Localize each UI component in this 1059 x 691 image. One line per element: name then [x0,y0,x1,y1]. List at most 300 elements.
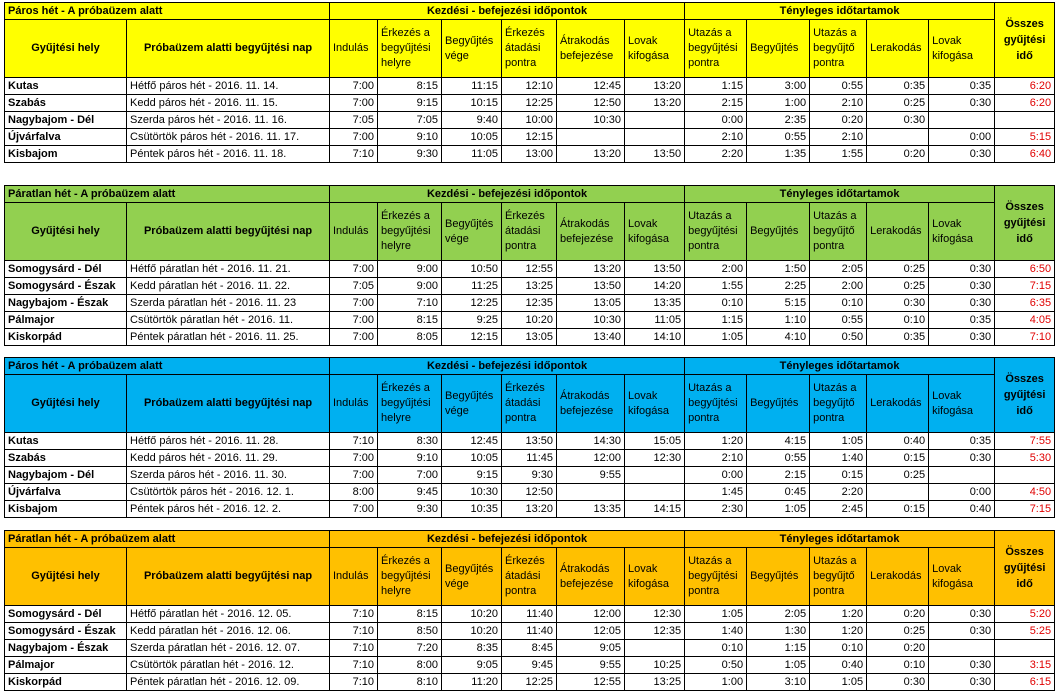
table-cell [929,467,995,484]
table-cell: 13:20 [625,95,685,112]
total-cell: 4:05 [995,312,1055,329]
table-cell: 1:15 [747,640,810,657]
column-header: Lovak kifogása [929,203,995,261]
table-cell: 1:50 [747,261,810,278]
table-cell: 12:50 [557,95,625,112]
table-cell: 9:05 [442,657,502,674]
table-cell: 0:15 [810,467,867,484]
table-cell: 10:35 [442,501,502,518]
column-header: Begyűjtés vége [442,375,502,433]
table-cell: 2:20 [685,146,747,163]
column-header: Érkezés átadási pontra [502,375,557,433]
table-cell: 13:35 [557,501,625,518]
table-cell: 10:20 [502,312,557,329]
table-cell: 12:00 [557,450,625,467]
table-cell: 0:30 [929,329,995,346]
table-cell: 8:05 [378,329,442,346]
column-header: Utazás a begyűjtési pontra [685,203,747,261]
table-cell: 7:00 [330,450,378,467]
table-cell: 0:15 [867,450,929,467]
day-cell: Kedd páros hét - 2016. 11. 15. [127,95,330,112]
table-cell: 0:00 [929,484,995,501]
table-cell: 15:05 [625,433,685,450]
table-cell: 7:00 [330,129,378,146]
table-cell: 0:30 [929,657,995,674]
table-cell: 7:00 [330,261,378,278]
table-cell: 9:00 [378,278,442,295]
table-cell: 10:50 [442,261,502,278]
table-cell: 14:30 [557,433,625,450]
table-cell: 0:35 [929,433,995,450]
table-cell: 10:30 [557,312,625,329]
table-cell: 0:10 [685,295,747,312]
table-cell [625,467,685,484]
table-cell: 0:10 [867,657,929,674]
table-cell: 0:25 [867,623,929,640]
table-cell: 2:25 [747,278,810,295]
table-cell [929,640,995,657]
table-cell: 0:00 [929,129,995,146]
location-header: Gyűjtési hely [5,548,127,606]
column-header: Lerakodás [867,375,929,433]
table-row [5,484,1055,501]
column-header: Begyűjtés vége [442,20,502,78]
table-cell: 7:10 [330,640,378,657]
table-cell: 12:10 [502,78,557,95]
table-cell: 1:00 [747,95,810,112]
table-cell: 3:00 [747,78,810,95]
table-cell: 12:50 [502,484,557,501]
table-cell: 2:45 [810,501,867,518]
table-cell: 9:30 [502,467,557,484]
table-cell [557,484,625,501]
table-cell: 8:50 [378,623,442,640]
table-cell: 1:05 [747,657,810,674]
table-cell: 0:40 [810,657,867,674]
total-time-header: Összes gyűjtési idő [995,186,1055,261]
table-cell: 0:55 [810,312,867,329]
location-cell: Újvárfalva [5,484,127,501]
table-cell: 12:35 [625,623,685,640]
total-cell: 5:20 [995,606,1055,623]
column-header: Lovak kifogása [625,375,685,433]
table-row [5,278,1055,295]
table-cell: 0:30 [867,112,929,129]
table-row [5,295,1055,312]
total-cell: 7:10 [995,329,1055,346]
table-cell: 9:00 [378,261,442,278]
day-header: Próbaüzem alatti begyűjtési nap [127,20,330,78]
total-cell: 5:30 [995,450,1055,467]
table-cell: 12:35 [502,295,557,312]
table-cell: 0:30 [929,606,995,623]
table-cell: 1:15 [685,78,747,95]
location-header: Gyűjtési hely [5,375,127,433]
total-cell: 4:50 [995,484,1055,501]
table-cell: 12:05 [557,623,625,640]
table-cell: 7:20 [378,640,442,657]
table-cell: 7:10 [330,623,378,640]
location-cell: Pálmajor [5,312,127,329]
column-header: Érkezés a begyűjtési helyre [378,203,442,261]
table-cell: 0:30 [929,146,995,163]
day-header: Próbaüzem alatti begyűjtési nap [127,375,330,433]
group-header-times: Kezdési - befejezési időpontok [330,3,685,20]
table-cell: 0:35 [929,312,995,329]
table-cell: 2:10 [685,129,747,146]
day-cell: Kedd páratlan hét - 2016. 12. 06. [127,623,330,640]
table-cell: 8:15 [378,78,442,95]
day-header: Próbaüzem alatti begyűjtési nap [127,203,330,261]
table-cell: 13:50 [625,261,685,278]
table-cell: 2:00 [810,278,867,295]
table-row [5,501,1055,518]
schedule-table [4,2,1055,163]
table-cell: 0:10 [685,640,747,657]
table-cell: 11:15 [442,78,502,95]
column-header: Begyűjtés [747,375,810,433]
table-cell: 7:00 [378,467,442,484]
table-cell: 14:20 [625,278,685,295]
table-cell: 10:20 [442,623,502,640]
day-cell: Hétfő páros hét - 2016. 11. 28. [127,433,330,450]
table-cell: 9:55 [557,467,625,484]
location-cell: Kiskorpád [5,674,127,691]
table-cell: 0:30 [929,674,995,691]
location-header: Gyűjtési hely [5,203,127,261]
table-cell: 2:20 [810,484,867,501]
table-cell: 1:05 [685,329,747,346]
column-header: Lerakodás [867,20,929,78]
table-cell: 12:25 [502,674,557,691]
table-cell: 7:10 [330,146,378,163]
table-cell: 12:25 [442,295,502,312]
table-row [5,129,1055,146]
table-row [5,674,1055,691]
day-cell: Péntek páros hét - 2016. 12. 2. [127,501,330,518]
table-cell: 0:30 [867,674,929,691]
table-cell: 12:00 [557,606,625,623]
column-header: Indulás [330,203,378,261]
location-cell: Újvárfalva [5,129,127,146]
table-cell: 7:00 [330,312,378,329]
column-header: Begyűjtés vége [442,548,502,606]
table-cell: 9:25 [442,312,502,329]
column-header: Lovak kifogása [929,548,995,606]
day-cell: Péntek páratlan hét - 2016. 11. 25. [127,329,330,346]
table-cell: 12:30 [625,606,685,623]
group-header-durations: Tényleges időtartamok [685,358,995,375]
day-cell: Szerda páros hét - 2016. 11. 30. [127,467,330,484]
location-cell: Pálmajor [5,657,127,674]
table-cell: 0:40 [929,501,995,518]
table-cell: 7:00 [330,78,378,95]
schedule-block-1 [4,2,1055,163]
table-cell: 11:40 [502,623,557,640]
column-header: Érkezés átadási pontra [502,20,557,78]
block-title: Páratlan hét - A próbaüzem alatt [5,186,330,203]
column-header: Begyűjtés [747,203,810,261]
table-cell [557,129,625,146]
location-cell: Kutas [5,433,127,450]
table-cell: 13:20 [625,78,685,95]
table-row [5,640,1055,657]
table-cell: 9:05 [557,640,625,657]
table-cell: 2:35 [747,112,810,129]
table-cell: 0:25 [867,278,929,295]
day-cell: Kedd páratlan hét - 2016. 11. 22. [127,278,330,295]
column-header: Érkezés a begyűjtési helyre [378,20,442,78]
column-header: Átrakodás befejezése [557,548,625,606]
table-cell: 7:05 [330,112,378,129]
total-time-header: Összes gyűjtési idő [995,358,1055,433]
column-header: Utazás a begyűjtési pontra [685,20,747,78]
table-cell: 9:15 [442,467,502,484]
table-cell: 8:00 [330,484,378,501]
table-cell: 0:55 [810,78,867,95]
table-cell: 0:20 [867,606,929,623]
table-cell: 7:05 [378,112,442,129]
table-row [5,312,1055,329]
group-header-times: Kezdési - befejezési időpontok [330,531,685,548]
table-cell: 9:10 [378,129,442,146]
table-cell: 7:10 [330,606,378,623]
table-cell: 0:10 [867,312,929,329]
table-cell: 12:25 [502,95,557,112]
table-cell: 11:05 [625,312,685,329]
table-cell: 13:40 [557,329,625,346]
table-cell: 0:20 [810,112,867,129]
table-cell: 8:00 [378,657,442,674]
table-cell: 13:50 [502,433,557,450]
table-cell: 0:30 [929,278,995,295]
table-cell: 12:55 [557,674,625,691]
table-cell: 0:00 [685,112,747,129]
table-cell: 0:30 [867,295,929,312]
table-cell: 2:05 [810,261,867,278]
day-cell: Hétfő páratlan hét - 2016. 12. 05. [127,606,330,623]
table-cell: 7:00 [330,467,378,484]
group-header-durations: Tényleges időtartamok [685,186,995,203]
column-header: Átrakodás befejezése [557,203,625,261]
location-cell: Szabás [5,450,127,467]
table-cell: 1:35 [747,146,810,163]
table-row [5,433,1055,450]
table-cell: 13:05 [502,329,557,346]
table-cell: 13:20 [502,501,557,518]
table-row [5,146,1055,163]
schedule-block-4 [4,530,1055,691]
table-cell: 10:25 [625,657,685,674]
location-cell: Somogysárd - Észak [5,278,127,295]
table-cell: 2:15 [685,95,747,112]
table-cell: 1:20 [810,623,867,640]
table-cell: 1:40 [810,450,867,467]
table-cell [929,112,995,129]
table-cell: 4:10 [747,329,810,346]
table-cell: 9:45 [378,484,442,501]
column-header: Begyűjtés [747,548,810,606]
table-cell: 9:45 [502,657,557,674]
table-cell: 0:55 [747,129,810,146]
table-row [5,95,1055,112]
table-row [5,467,1055,484]
column-header: Lovak kifogása [625,203,685,261]
table-cell: 0:10 [810,295,867,312]
group-header-durations: Tényleges időtartamok [685,3,995,20]
table-cell [625,129,685,146]
table-cell: 9:40 [442,112,502,129]
day-cell: Hétfő páratlan hét - 2016. 11. 21. [127,261,330,278]
total-cell: 6:35 [995,295,1055,312]
table-row [5,112,1055,129]
table-cell: 14:15 [625,501,685,518]
table-cell: 11:45 [502,450,557,467]
location-cell: Somogysárd - Dél [5,606,127,623]
table-cell: 12:15 [442,329,502,346]
day-cell: Szerda páratlan hét - 2016. 12. 07. [127,640,330,657]
table-cell: 4:15 [747,433,810,450]
table-cell: 0:30 [929,95,995,112]
table-row [5,623,1055,640]
table-cell: 9:55 [557,657,625,674]
table-cell: 13:20 [557,261,625,278]
column-header: Átrakodás befejezése [557,20,625,78]
table-cell: 13:25 [502,278,557,295]
table-cell [625,640,685,657]
table-cell: 0:35 [867,78,929,95]
table-cell: 7:00 [330,329,378,346]
table-row [5,450,1055,467]
table-cell: 1:40 [685,623,747,640]
table-cell: 1:20 [685,433,747,450]
total-time-header: Összes gyűjtési idő [995,3,1055,78]
table-cell: 0:30 [929,261,995,278]
table-cell: 7:10 [330,433,378,450]
location-cell: Kisbajom [5,146,127,163]
table-cell: 11:25 [442,278,502,295]
total-cell: 7:55 [995,433,1055,450]
table-cell: 2:10 [810,129,867,146]
table-cell: 7:05 [330,278,378,295]
table-cell: 8:30 [378,433,442,450]
table-cell: 1:05 [810,674,867,691]
table-cell: 7:00 [330,95,378,112]
location-cell: Somogysárd - Észak [5,623,127,640]
table-row [5,329,1055,346]
day-cell: Szerda páros hét - 2016. 11. 16. [127,112,330,129]
total-cell: 7:15 [995,501,1055,518]
column-header: Lovak kifogása [625,20,685,78]
day-cell: Szerda páratlan hét - 2016. 11. 23 [127,295,330,312]
schedule-block-3 [4,357,1055,518]
table-cell: 8:10 [378,674,442,691]
table-row [5,78,1055,95]
column-header: Indulás [330,548,378,606]
table-cell: 7:00 [330,295,378,312]
total-cell [995,640,1055,657]
table-cell: 2:10 [685,450,747,467]
total-cell: 6:20 [995,78,1055,95]
total-cell: 6:15 [995,674,1055,691]
table-cell: 0:35 [929,78,995,95]
table-row [5,261,1055,278]
table-cell: 12:30 [625,450,685,467]
table-cell [867,129,929,146]
table-cell: 9:30 [378,146,442,163]
column-header: Átrakodás befejezése [557,375,625,433]
day-cell: Hétfő páros hét - 2016. 11. 14. [127,78,330,95]
table-cell: 13:50 [557,278,625,295]
table-cell: 2:30 [685,501,747,518]
table-cell: 10:30 [442,484,502,501]
location-cell: Kutas [5,78,127,95]
schedule-block-2 [4,185,1055,346]
day-cell: Csütörtök páratlan hét - 2016. 12. [127,657,330,674]
table-cell: 0:50 [810,329,867,346]
table-row [5,657,1055,674]
schedule-table [4,185,1055,346]
column-header: Utazás a begyűjtési pontra [685,375,747,433]
table-cell: 9:30 [378,501,442,518]
table-cell: 1:00 [685,674,747,691]
table-cell: 8:15 [378,606,442,623]
group-header-durations: Tényleges időtartamok [685,531,995,548]
table-cell: 1:55 [685,278,747,295]
total-cell: 6:50 [995,261,1055,278]
location-cell: Nagybajom - Dél [5,467,127,484]
table-cell: 1:05 [685,606,747,623]
table-cell: 1:55 [810,146,867,163]
table-cell [625,484,685,501]
table-cell: 0:30 [929,295,995,312]
table-cell: 12:15 [502,129,557,146]
table-cell: 1:10 [747,312,810,329]
location-cell: Nagybajom - Észak [5,640,127,657]
total-cell [995,467,1055,484]
table-cell: 8:15 [378,312,442,329]
column-header: Indulás [330,375,378,433]
group-header-times: Kezdési - befejezési időpontok [330,186,685,203]
table-cell: 0:30 [929,450,995,467]
total-cell [995,112,1055,129]
total-cell: 5:15 [995,129,1055,146]
column-header: Begyűjtés vége [442,203,502,261]
location-cell: Kisbajom [5,501,127,518]
day-cell: Péntek páratlan hét - 2016. 12. 09. [127,674,330,691]
table-cell: 11:05 [442,146,502,163]
table-cell: 13:35 [625,295,685,312]
table-cell: 2:05 [747,606,810,623]
table-cell: 13:00 [502,146,557,163]
column-header: Utazás a begyűjtési pontra [685,548,747,606]
location-cell: Somogysárd - Dél [5,261,127,278]
total-cell: 5:25 [995,623,1055,640]
column-header: Lerakodás [867,203,929,261]
table-cell: 1:20 [810,606,867,623]
table-cell: 0:50 [685,657,747,674]
table-cell: 0:35 [867,329,929,346]
day-header: Próbaüzem alatti begyűjtési nap [127,548,330,606]
column-header: Begyűjtés [747,20,810,78]
table-cell: 1:45 [685,484,747,501]
table-cell: 1:30 [747,623,810,640]
table-cell: 10:20 [442,606,502,623]
column-header: Utazás a begyűjtő pontra [810,20,867,78]
table-cell: 8:45 [502,640,557,657]
block-title: Páros hét - A próbaüzem alatt [5,3,330,20]
column-header: Lovak kifogása [625,548,685,606]
